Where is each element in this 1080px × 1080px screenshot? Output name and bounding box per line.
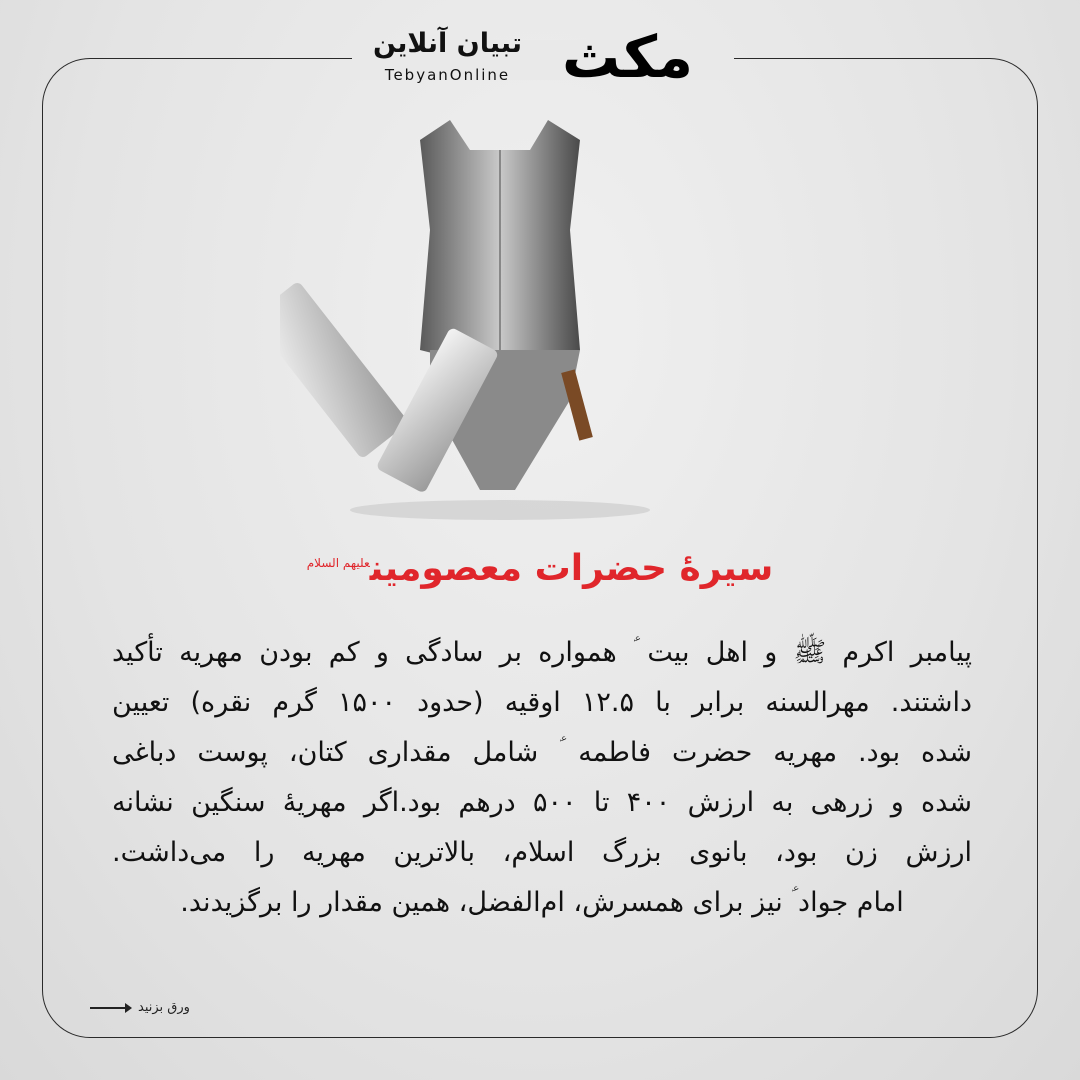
body-line: شده بود. مهریه حضرت فاطمه ؑ شامل مقداری کتان، پوست دباغی: [112, 737, 972, 768]
tebyan-logo-fa: تبیان آنلاین: [372, 28, 523, 59]
body-text: [112, 628, 972, 928]
arrow-right-icon: [90, 1007, 130, 1009]
armor-and-silver-bars-image: [280, 110, 700, 530]
body-line: پیامبر اکرم ﷺ و اهل بیت ؑ همواره بر سادگی و کم بودن مهریه تأکید: [112, 637, 972, 668]
swipe-hint: [90, 1000, 190, 1015]
body-line: داشتند. مهرالسنه برابر با ۱۲.۵ اوقیه (حدود ۱۵۰۰ گرم نقره) تعیین: [112, 687, 972, 718]
body-line: شده و زرهی به ارزش ۴۰۰ تا ۵۰۰ درهم بود.اگر مهریهٔ سنگین نشانه: [112, 787, 973, 818]
title-honorific: علیهم السلام: [306, 556, 370, 570]
mokt-logo: مکث: [561, 23, 694, 91]
body-line: امام جواد ؑ نیز برای همسرش، ام‌الفضل، همین مقدار را برگزیدند.: [180, 887, 904, 918]
swipe-label: ورق بزنید: [138, 1000, 190, 1015]
title-text: سیرهٔ حضرات معصومین: [369, 548, 774, 589]
page-title: [0, 548, 1080, 589]
tebyan-logo-en: TebyanOnline: [384, 66, 511, 84]
body-line: ارزش زن بود، بانوی بزرگ اسلام، بالاترین مهریه را می‌داشت.: [112, 837, 972, 868]
